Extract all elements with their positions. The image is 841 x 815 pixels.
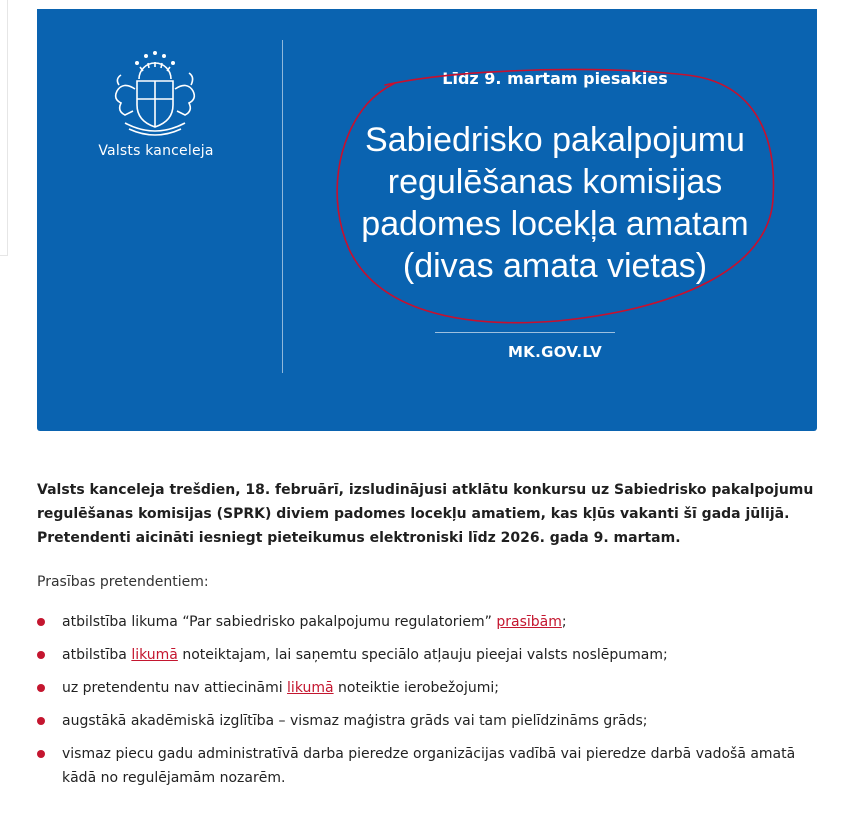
bullet-icon (37, 717, 45, 725)
list-item: uz pretendentu nav attiecināmi likumā noteiktie ierobežojumi; (37, 676, 827, 700)
org-name: Valsts kanceleja (98, 143, 214, 159)
banner-headline: Sabiedrisko pakalpojumu regulēšanas komisijas padomes locekļa amatam (divas amata vietas) (361, 121, 749, 285)
list-item: atbilstība likuma “Par sabiedrisko pakalpojumu regulatoriem” prasībām; (37, 610, 827, 634)
bullet-icon (37, 684, 45, 692)
bullet-icon (37, 618, 45, 626)
requirements-title: Prasības pretendentiem: (37, 574, 209, 590)
coat-of-arms-icon (95, 41, 215, 141)
requirements-list (37, 610, 827, 790)
site-url: MK.GOV.LV (507, 343, 603, 361)
article-lead: Valsts kanceleja trešdien, 18. februārī, izsludinājusi atklātu konkursu uz Sabiedrisko pakalpojumu regulēšanas komisijas (SPRK) diviem padomes locekļu amatiem, kas kļūs vakanti šī gada jūlijā. Pretendenti aicināti iesniegt pieteikumus elektroniski līdz 2026. gada 9. martam. (37, 482, 814, 546)
link-likuma[interactable]: likumā (131, 647, 178, 663)
list-item: vismaz piecu gadu administratīvā darba pieredze organizācijas vadībā vai pieredze darbā vadošā amatā kādā no regulējamām nozarēm. (37, 742, 827, 790)
bullet-icon (37, 651, 45, 659)
link-prasibam[interactable]: prasībām (496, 614, 562, 630)
article-body (37, 478, 827, 799)
announcement-banner (37, 9, 817, 431)
list-item: augstākā akadēmiskā izglītība – vismaz maģistra grāds vai tam pielīdzināms grāds; (37, 709, 827, 733)
banner-divider (282, 40, 283, 373)
list-item: atbilstība likumā noteiktajam, lai saņemtu speciālo atļauju pieejai valsts noslēpumam; (37, 643, 827, 667)
link-likuma-2[interactable]: likumā (287, 680, 334, 696)
bullet-icon (37, 750, 45, 758)
site-divider (435, 332, 615, 333)
deadline-text: Līdz 9. martam piesakies (442, 69, 668, 88)
side-panel (0, 0, 8, 256)
